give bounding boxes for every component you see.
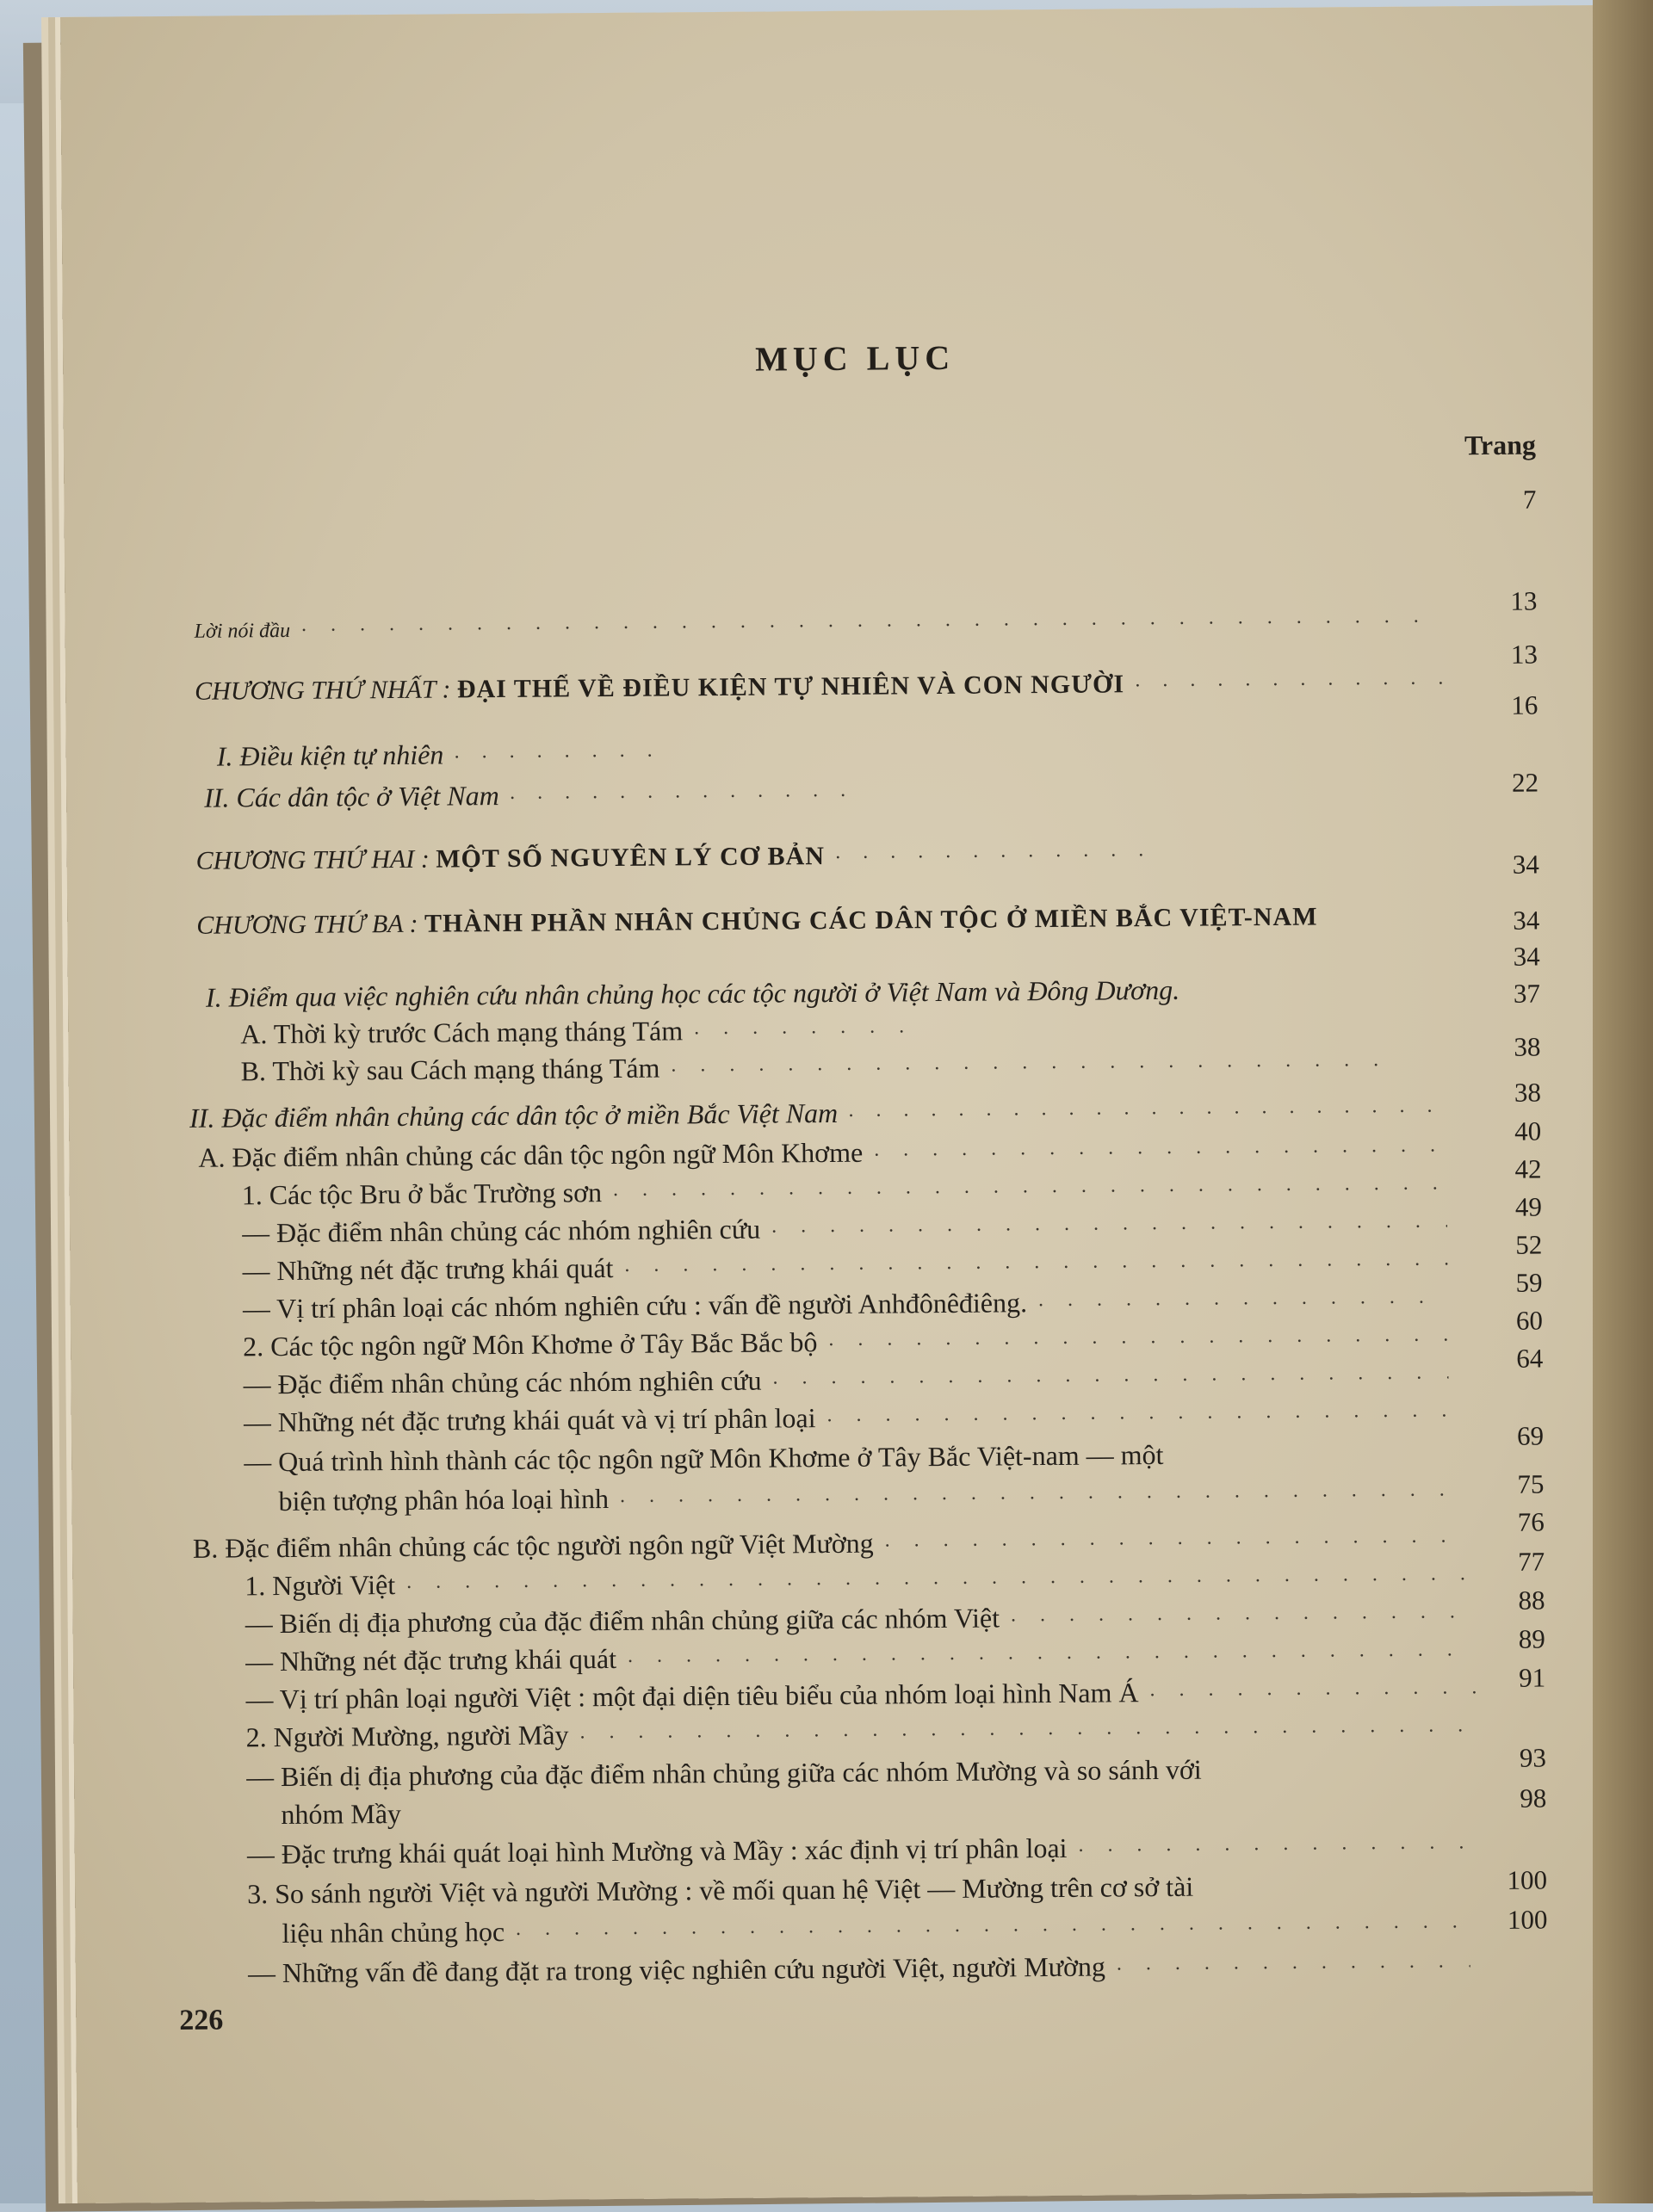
page-folio: 226 (179, 2004, 224, 2036)
toc-entry: II. Các dân tộc ở Việt Nam · · · (204, 777, 858, 822)
toc-chapter: CHƯƠNG THỨ NHẤT : ĐẠI THỂ VỀ ĐIỀU KIỆN TỰ NHIÊN VÀ CON NGƯỜI · · · (195, 667, 1443, 716)
toc-entry: nhóm Mầy (281, 1797, 402, 1831)
page-number: 52 (1515, 1229, 1543, 1260)
toc-entry: B. Thời kỳ sau Cách mạng tháng Tám · · · (240, 1047, 1402, 1096)
toc-entry: I. Điều kiện tự nhiên · · · (217, 738, 665, 781)
book-page (60, 5, 1619, 2203)
page-number: 37 (1513, 978, 1541, 1009)
toc-entry: — Những vấn đề đang đặt ra trong việc nghiên cứu người Việt, người Mường · · · (248, 1948, 1470, 1997)
page-number: 91 (1519, 1662, 1546, 1693)
toc-entry: — Những nét đặc trưng khái quát · · · (245, 1636, 1468, 1685)
toc-entry: 2. Các tộc ngôn ngữ Môn Khơme ở Tây Bắc Bắc bộ · · · (243, 1321, 1448, 1370)
toc-entry: — Quá trình hình thành các tộc ngôn ngữ Môn Khơme ở Tây Bắc Việt-nam — một (244, 1438, 1164, 1478)
toc-entry: A. Thời kỳ trước Cách mạng tháng Tám · · · (240, 1013, 929, 1058)
toc-entry: — Đặc trưng khái quát loại hình Mường và Mầy : xác định vị trí phân loại · · · (247, 1829, 1470, 1878)
page-number: 22 (1511, 767, 1539, 798)
page-number: 75 (1517, 1468, 1545, 1499)
toc-entry: liệu nhân chủng học · · · (282, 1908, 1470, 1957)
page-number: 76 (1517, 1506, 1545, 1537)
page-number: 34 (1513, 905, 1540, 936)
toc-content (60, 5, 1619, 2203)
page-number: 88 (1518, 1585, 1545, 1616)
toc-entry: — Biến dị địa phương của đặc điểm nhân chủng giữa các nhóm Việt · · · (245, 1598, 1468, 1647)
toc-entry: 3. So sánh người Việt và người Mường : về mối quan hệ Việt — Mường trên cơ sở tài (246, 1870, 1194, 1910)
toc-entry: II. Đặc điểm nhân chủng các dân tộc ở miền Bắc Việt Nam · · · (189, 1092, 1438, 1141)
toc-entry: — Vị trí phân loại các nhóm nghiên cứu : vấn đề người Anhđônêđiêng. · · · (243, 1283, 1448, 1332)
page-number: 98 (1520, 1783, 1547, 1813)
page-number: 93 (1519, 1742, 1547, 1773)
page-number: 40 (1514, 1115, 1542, 1146)
toc-entry: Lời nói đầu · · · (195, 610, 1443, 659)
page-number: 42 (1514, 1153, 1542, 1184)
toc-entry: — Đặc điểm nhân chủng các nhóm nghiên cứu · · · (242, 1208, 1447, 1257)
page-number: 7 (1522, 484, 1537, 515)
toc-entry: 1. Các tộc Bru ở bắc Trường sơn · · · (242, 1170, 1447, 1219)
page-number: 38 (1514, 1077, 1542, 1108)
page-number: 59 (1515, 1267, 1543, 1298)
page-number: 13 (1510, 585, 1538, 616)
toc-chapter: CHƯƠNG THỨ BA : THÀNH PHẦN NHÂN CHỦNG CÁC DÂN TỘC Ở MIỀN BẮC VIỆT-NAM (196, 902, 1318, 940)
toc-chapter: CHƯƠNG THỨ HAI : MỘT SỐ NGUYÊN LÝ CƠ BẢN · · · (196, 839, 1143, 887)
page-number: 89 (1518, 1623, 1545, 1654)
page-number: 100 (1507, 1904, 1548, 1935)
book-spine (1593, 0, 1653, 2203)
toc-entry: — Biến dị địa phương của đặc điểm nhân chủng giữa các nhóm Mường và so sánh với (245, 1753, 1202, 1793)
toc-entry: — Những nét đặc trưng khái quát · · · (242, 1245, 1447, 1294)
toc-entry: 1. Người Việt · · · (245, 1560, 1467, 1610)
page-number: 34 (1512, 849, 1539, 880)
page-number: 100 (1507, 1864, 1548, 1895)
toc-entry: B. Đặc điểm nhân chủng các tộc người ngôn ngữ Việt Mường · · · (193, 1523, 1458, 1572)
page-number: 77 (1518, 1546, 1545, 1577)
page-number: 38 (1514, 1031, 1541, 1062)
page-number: 16 (1511, 689, 1538, 720)
page-title: MỤC LỤC (754, 337, 956, 379)
toc-entry: — Những nét đặc trưng khái quát và vị trí phân loại · · · (244, 1397, 1449, 1446)
toc-entry: — Vị trí phân loại người Việt : một đại diện tiêu biểu của nhóm loại hình Nam Á · · · (245, 1674, 1477, 1723)
toc-entry: biện tượng phân hóa loại hình · · · (278, 1476, 1466, 1525)
page-number: 49 (1514, 1191, 1543, 1222)
page-number: 13 (1510, 639, 1538, 670)
page-column-header: Trang (1464, 429, 1537, 461)
toc-entry: — Đặc điểm nhân chủng các nhóm nghiên cứu · · · (243, 1359, 1448, 1408)
toc-entry: 2. Người Mường, người Mầy · · · (246, 1712, 1486, 1761)
toc-entry: I. Điểm qua việc nghiên cứu nhân chủng học các tộc người ở Việt Nam và Đông Dương. (205, 973, 1180, 1013)
page-number: 64 (1516, 1343, 1544, 1374)
page-number: 60 (1515, 1305, 1544, 1336)
toc-entry: A. Đặc điểm nhân chủng các dân tộc ngôn ngữ Môn Khơme · · · (198, 1132, 1446, 1181)
page-number: 34 (1513, 941, 1540, 972)
page-number: 69 (1516, 1420, 1545, 1451)
